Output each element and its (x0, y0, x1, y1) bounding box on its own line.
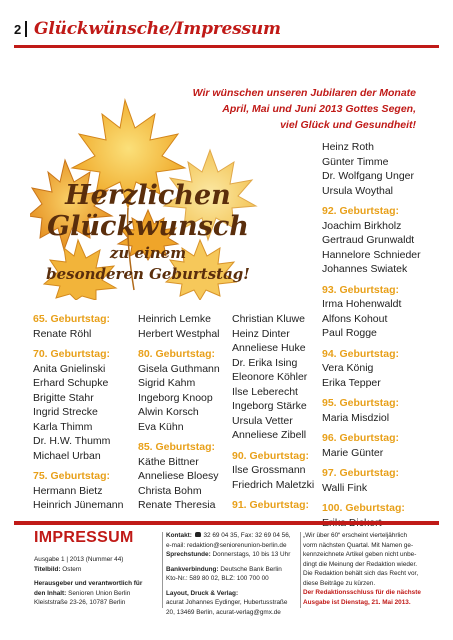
person-name: Joachim Birkholz (322, 219, 402, 232)
note-line: kennzeichnete Artikel geben nicht unbe- (303, 551, 417, 558)
birthday-heading: 91. Geburtstag: (232, 499, 310, 511)
card-line: Glückwunsch (47, 211, 249, 242)
birthday-column-2 (138, 312, 238, 513)
note-line: Die Redaktion behält sich das Recht vor, (303, 570, 419, 577)
phone-icon (195, 532, 201, 537)
person-name: Sigrid Kahm (138, 377, 196, 389)
person-name: Christa Bohm (138, 484, 202, 497)
birthday-heading: 80. Geburtstag: (138, 348, 216, 360)
person-name: Herbert Westphal (138, 327, 220, 340)
person-name: Dr. Wolfgang Unger (322, 170, 415, 182)
person-name: Gisela Guthmann (138, 362, 220, 375)
header-separator (25, 21, 27, 37)
person-name: Ursula Vetter (232, 414, 293, 427)
birthday-heading: 97. Geburtstag: (322, 467, 400, 479)
header-rule (14, 45, 439, 48)
person-name: Heinz Roth (322, 141, 374, 153)
person-name: Irma Hohenwaldt (322, 298, 402, 310)
person-name: Hermann Bietz (33, 484, 103, 497)
person-name: Alwin Korsch (138, 406, 199, 418)
birthday-heading: 85. Geburtstag: (138, 441, 216, 453)
birthday-heading: 92. Geburtstag: (322, 205, 400, 217)
note-line: vorm nächsten Quartal. Mit Namen ge- (303, 541, 414, 549)
impressum-title: IMPRESSUM (34, 529, 134, 546)
note-line: diese Beiträge zu kürzen. (303, 579, 376, 587)
birthday-column-3 (232, 312, 327, 513)
person-name: Käthe Bittner (138, 455, 199, 468)
publisher-label: Herausgeber und verantwortlich für (34, 580, 143, 587)
person-name: Dr. H.W. Thumm (33, 435, 111, 447)
cover-label: Titelbild: (34, 565, 61, 573)
intro-line: Wir wünschen unseren Jubilaren der Monate (192, 87, 416, 99)
birthday-heading: 65. Geburtstag: (33, 313, 111, 325)
person-name: Gertraud Grunwaldt (322, 234, 415, 246)
birthday-heading: 70. Geburtstag: (33, 348, 111, 360)
cover-line (34, 565, 159, 575)
deadline-line: Ausgabe ist Dienstag, 21. Mai 2013. (303, 598, 411, 606)
person-name: Ingeborg Knoop (138, 391, 213, 404)
person-name: Ilse Grossmann (232, 464, 306, 476)
account-line: Kto-Nr.: 589 80 02, BLZ: 100 700 00 (166, 575, 269, 582)
person-name: Ursula Woythal (322, 184, 393, 197)
card-line: Herzlichen (65, 180, 231, 211)
person-name: Anita Gnielinski (33, 362, 106, 375)
person-name: Paul Rogge (322, 327, 377, 339)
intro-line: April, Mai und Juni 2013 Gottes Segen, (222, 103, 416, 115)
office-hours: Sprechstunde: Donnerstags, 10 bis 13 Uhr (166, 551, 291, 558)
birthday-column-4 (322, 140, 442, 530)
publisher-line: den Inhalt: Senioren Union Berlin (34, 589, 131, 597)
person-name: Johannes Swiatek (322, 263, 408, 275)
person-name: Eva Kühn (138, 420, 184, 433)
person-name: Anneliese Huke (232, 342, 306, 354)
birthday-heading: 93. Geburtstag: (322, 283, 400, 296)
divider (162, 532, 163, 608)
person-name: Erhard Schupke (33, 377, 109, 389)
contact-line: Kontakt: 32 69 04 35, Fax: 32 69 04 56, (166, 532, 291, 539)
person-name: Günter Timme (322, 155, 389, 168)
impressum-right (303, 531, 439, 607)
birthday-heading: 96. Geburtstag: (322, 432, 400, 444)
person-name: Maria Misdziol (322, 411, 390, 424)
person-name: Brigitte Stahr (33, 391, 94, 404)
person-name: Christian Kluwe (232, 313, 305, 325)
publisher-address: Kleiststraße 23-26, 10787 Berlin (34, 599, 126, 606)
birthday-heading: 75. Geburtstag: (33, 470, 111, 482)
person-name: Heinrich Lemke (138, 313, 211, 325)
issue-line: Ausgabe 1 | 2013 (Nummer 44) (34, 556, 124, 563)
person-name: Eleonore Köhler (232, 371, 308, 383)
person-name: Heinrich Jünemann (33, 499, 124, 511)
person-name: Michael Urban (33, 449, 101, 462)
person-name: Vera König (322, 362, 374, 374)
greeting-card-text (28, 180, 268, 284)
page-title: Glückwünsche/Impressum (34, 19, 281, 39)
person-name: Walli Fink (322, 481, 368, 494)
footer-rule (14, 521, 439, 525)
person-name: Hannelore Schnieder (322, 248, 421, 261)
person-name: Dr. Erika Ising (232, 356, 298, 369)
layout-line[interactable]: 20, 13469 Berlin, acurat-verlag@gmx.de (166, 608, 281, 616)
note-line: „Wir über 60“ erscheint vierteljährlich (303, 532, 408, 539)
card-line: zu einem (109, 244, 187, 262)
person-name: Ilse Leberecht (232, 385, 298, 398)
card-line: besonderen Geburtstag! (46, 265, 250, 283)
person-name: Friedrich Maletzki (232, 478, 315, 491)
person-name: Anneliese Zibell (232, 429, 307, 441)
birthday-heading: 100. Geburtstag: (322, 502, 405, 514)
impressum-middle (166, 531, 296, 617)
person-name: Marie Günter (322, 446, 384, 459)
person-name: Heinz Dinter (232, 327, 290, 340)
layout-label: Layout, Druck & Verlag: (166, 589, 239, 597)
person-name: Renate Theresia (138, 499, 216, 511)
person-name: Ingrid Strecke (33, 406, 98, 418)
email-line[interactable]: e-mail: redaktion@seniorenunion-berlin.de (166, 541, 287, 549)
person-name: Renate Röhl (33, 327, 92, 340)
page-number: 2 (14, 22, 22, 37)
layout-line: acurat Johannes Eydinger, Hubertusstraße (166, 599, 288, 606)
note-line: dingt die Meinung der Redaktion wieder. (303, 560, 418, 568)
birthday-heading: 90. Geburtstag: (232, 449, 310, 462)
person-name: Alfons Kohout (322, 312, 388, 325)
deadline-line: Der Redaktionsschluss für die nächste (303, 589, 421, 596)
person-name: Karla Thimm (33, 420, 93, 433)
cover-value: Ostern (62, 565, 82, 573)
impressum-left (34, 555, 159, 608)
birthday-column-1 (33, 312, 133, 513)
divider (300, 532, 301, 608)
person-name: Ingeborg Stärke (232, 400, 307, 412)
person-name: Erika Tepper (322, 376, 381, 389)
birthday-heading: 95. Geburtstag: (322, 397, 400, 409)
person-name: Anneliese Bloesy (138, 470, 219, 482)
intro-line: viel Glück und Gesundheit! (280, 119, 416, 131)
birthday-heading: 94. Geburtstag: (322, 347, 400, 360)
bank-line: Bankverbindung: Deutsche Bank Berlin (166, 565, 282, 573)
